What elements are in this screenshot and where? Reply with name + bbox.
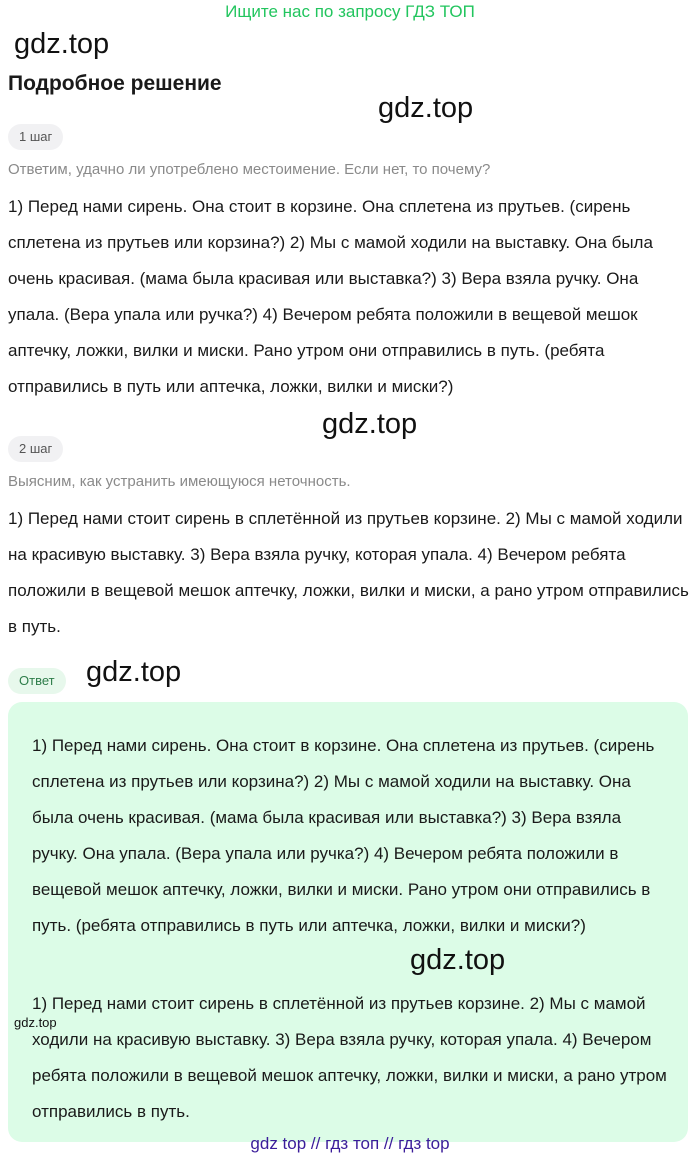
step-1-hint: Ответим, удачно ли употреблено местоимение. Если нет, то почему?: [8, 161, 491, 178]
page-title: Подробное решение: [8, 72, 222, 95]
answer-paragraph-2: 1) Перед нами стоит сирень в сплетённой из прутьев корзине. 2) Мы с мамой ходили на красивую выставку. 3) Вера взяла ручку, которая упала. 4) Вечером ребята положили в вещевой мешок аптечку, ложки, вилки и миски, а рано утром отправились в путь.: [32, 994, 667, 1121]
watermark: gdz.top: [410, 944, 506, 976]
answer-box: [8, 702, 688, 1142]
step-1-badge: 1 шаг: [8, 124, 63, 150]
watermark: gdz.top: [14, 28, 110, 60]
search-banner[interactable]: Ищите нас по запросу ГДЗ ТОП: [225, 2, 475, 21]
step-1-text: 1) Перед нами сирень. Она стоит в корзине. Она сплетена из прутьев. (сирень сплетена из прутьев или корзина?) 2) Мы с мамой ходили на выставку. Она была очень красивая. (мама была красивая или выставка?) 3) Вера взяла ручку. Она упала. (Вера упала или ручка?) 4) Вечером ребята положили в вещевой мешок аптечку, ложки, вилки и миски. Рано утром они отправились в путь. (ребята отправились в путь или аптечка, ложки, вилки и миски?): [8, 197, 653, 396]
step-2-text: 1) Перед нами стоит сирень в сплетённой из прутьев корзине. 2) Мы с мамой ходили на красивую выставку. 3) Вера взяла ручку, которая упала. 4) Вечером ребята положили в вещевой мешок аптечку, ложки, вилки и миски, а рано утром отправились в путь.: [8, 509, 689, 636]
answer-badge: Ответ: [8, 668, 66, 694]
footer-links[interactable]: gdz top // гдз топ // гдз top: [250, 1134, 450, 1153]
watermark: gdz.top: [86, 656, 182, 688]
step-2-hint: Выясним, как устранить имеющуюся неточность.: [8, 473, 351, 490]
watermark: gdz.top: [378, 92, 474, 124]
answer-paragraph-1: 1) Перед нами сирень. Она стоит в корзине. Она сплетена из прутьев. (сирень сплетена из прутьев или корзина?) 2) Мы с мамой ходили на выставку. Она была очень красивая. (мама была красивая или выставка?) 3) Вера взяла ручку. Она упала. (Вера упала или ручка?) 4) Вечером ребята положили в вещевой мешок аптечку, ложки, вилки и миски. Рано утром они отправились в путь. (ребята отправились в путь или аптечка, ложки, вилки и миски?): [32, 736, 655, 935]
watermark: gdz.top: [322, 408, 418, 440]
step-2-badge: 2 шаг: [8, 436, 63, 462]
watermark: gdz.top: [14, 1015, 57, 1030]
